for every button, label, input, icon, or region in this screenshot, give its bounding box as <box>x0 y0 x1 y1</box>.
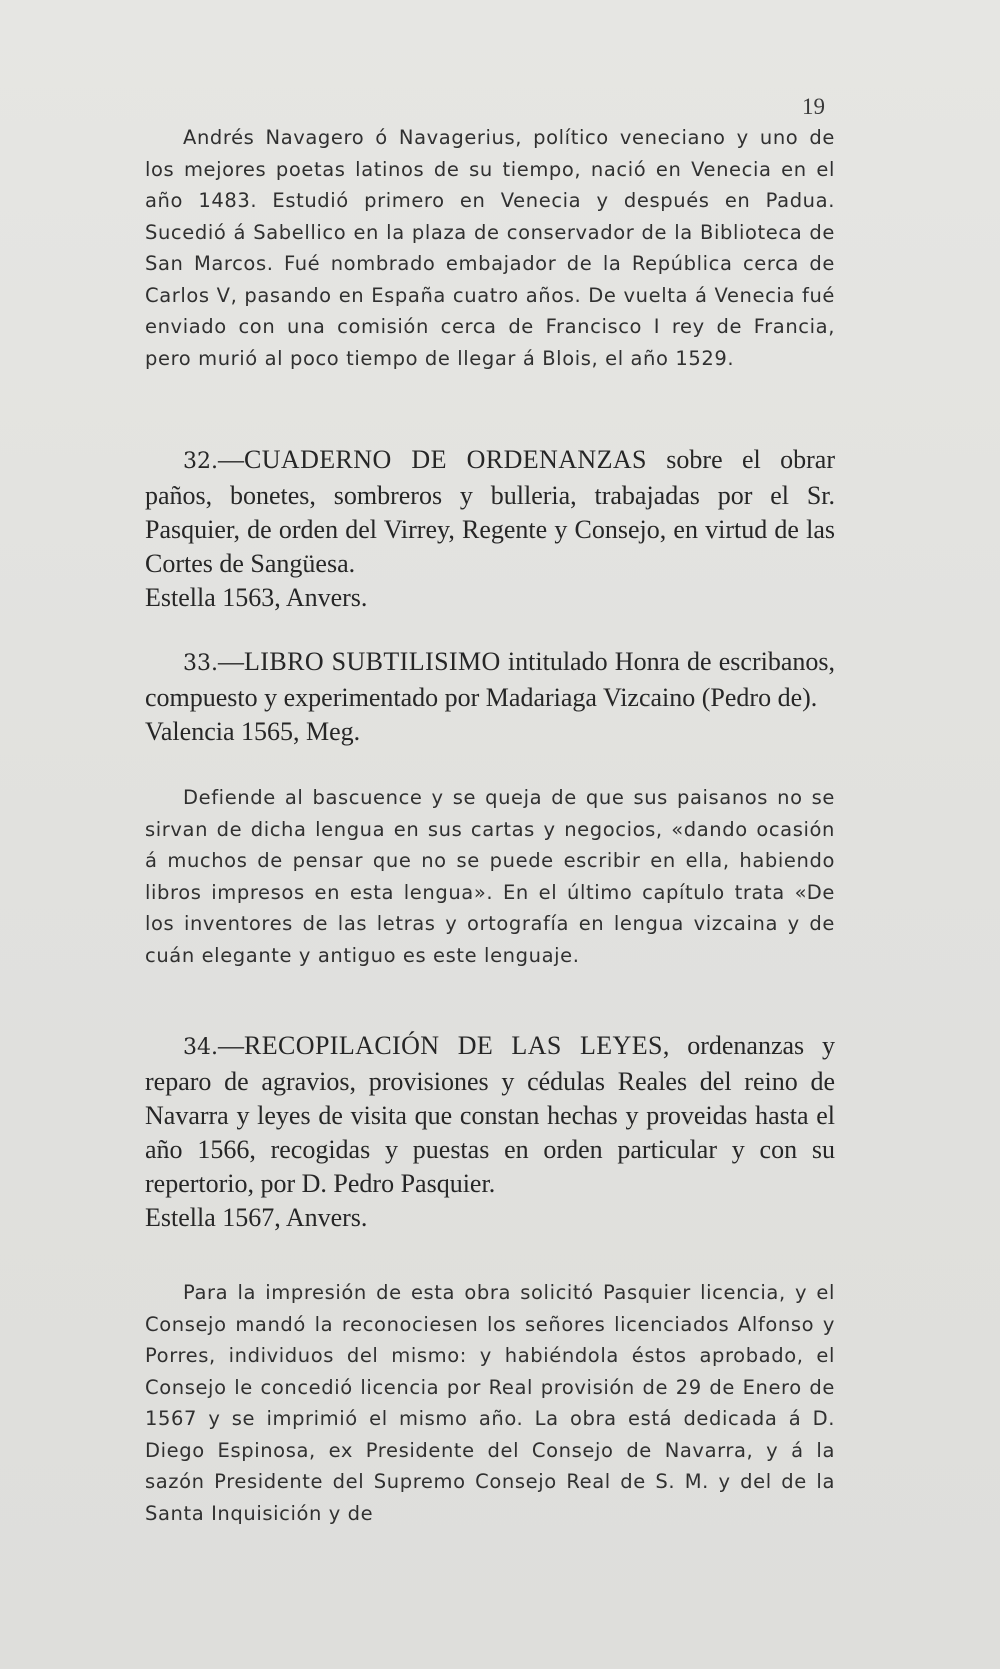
biography-paragraph: Andrés Navagero ó Navagerius, político veneciano y uno de los mejores poetas latinos de su tiempo, nació en Venecia en el año 1483. Estudió primero en Venecia y después en Padua. Sucedió á Sabellico en la plaza de conservador de la Biblioteca de San Marcos. Fué nombrado embajador de la República cerca de Carlos V, pasando en España cuatro años. De vuelta á Venecia fué enviado con una comisión cerca de Francisco I rey de Francia, pero murió al poco tiempo de llegar á Blois, el año 1529. <box>145 126 835 370</box>
entry-imprint: Estella 1563, Anvers. <box>145 583 368 612</box>
entry-number: 33. <box>183 651 218 676</box>
entry-dash: — <box>218 647 244 676</box>
entry-title-caps: RECOPILACIÓN DE LAS LEYES <box>244 1031 663 1060</box>
entry-32-title <box>145 443 835 581</box>
entry-dash: — <box>218 445 244 474</box>
entry-dash: — <box>218 1031 244 1060</box>
entry-number: 34. <box>183 1035 218 1060</box>
entry-33 <box>145 645 835 749</box>
entry-32 <box>145 443 835 615</box>
entry-34-note: Para la impresión de esta obra solicitó Pasquier licencia, y el Consejo mandó la reconociesen los señores licenciados Alfonso y Porres, individuos del mismo: y habiéndola éstos aprobado, el Consejo le concedió licencia por Real provisión de 29 de Enero de 1567 y se imprimió el mismo año. La obra está dedicada á D. Diego Espinosa, ex Presidente del Consejo de Navarra, y á la sazón Presidente del Supremo Consejo Real de S. M. y del de la Santa Inquisición y de <box>145 1281 835 1525</box>
page-number: 19 <box>802 94 825 119</box>
entry-number: 32. <box>183 449 218 474</box>
entry-title-rest: , ordenanzas y reparo de agravios, provisiones y cédulas Reales del reino de Navarra y leyes de visita que constan hechas y proveidas hasta el año 1566, recogidas y puestas en orden particular y con su repertorio, por D. Pedro Pasquier. <box>145 1031 835 1198</box>
entry-title-rest: intitulado Honra de escribanos, compuesto y experimentado por Madariaga Vizcaino (Pedro de). <box>145 647 835 712</box>
entry-33-note: Defiende al bascuence y se queja de que sus paisanos no se sirvan de dicha lengua en sus cartas y negocios, «dando ocasión á muchos de pensar que no se puede escribir en ella, habiendo libros impresos en esta lengua». En el último capítulo trata «De los inventores de las letras y ortografía en lengua vizcaina y de cuán elegante y antiguo es este lenguaje. <box>145 786 835 967</box>
entry-title-caps: LIBRO SUBTILISIMO <box>244 647 501 676</box>
entry-title-rest: sobre el obrar paños, bonetes, sombreros y bulleria, trabajadas por el Sr. Pasquier, de orden del Virrey, Regente y Consejo, en virtud de las Cortes de Sangüesa. <box>145 445 835 578</box>
entry-34-title <box>145 1029 835 1201</box>
entry-34 <box>145 1029 835 1235</box>
entry-33-title <box>145 645 835 715</box>
entry-title-caps: CUADERNO DE ORDENANZAS <box>244 445 647 474</box>
entry-imprint: Valencia 1565, Meg. <box>145 717 361 746</box>
entry-imprint: Estella 1567, Anvers. <box>145 1203 368 1232</box>
